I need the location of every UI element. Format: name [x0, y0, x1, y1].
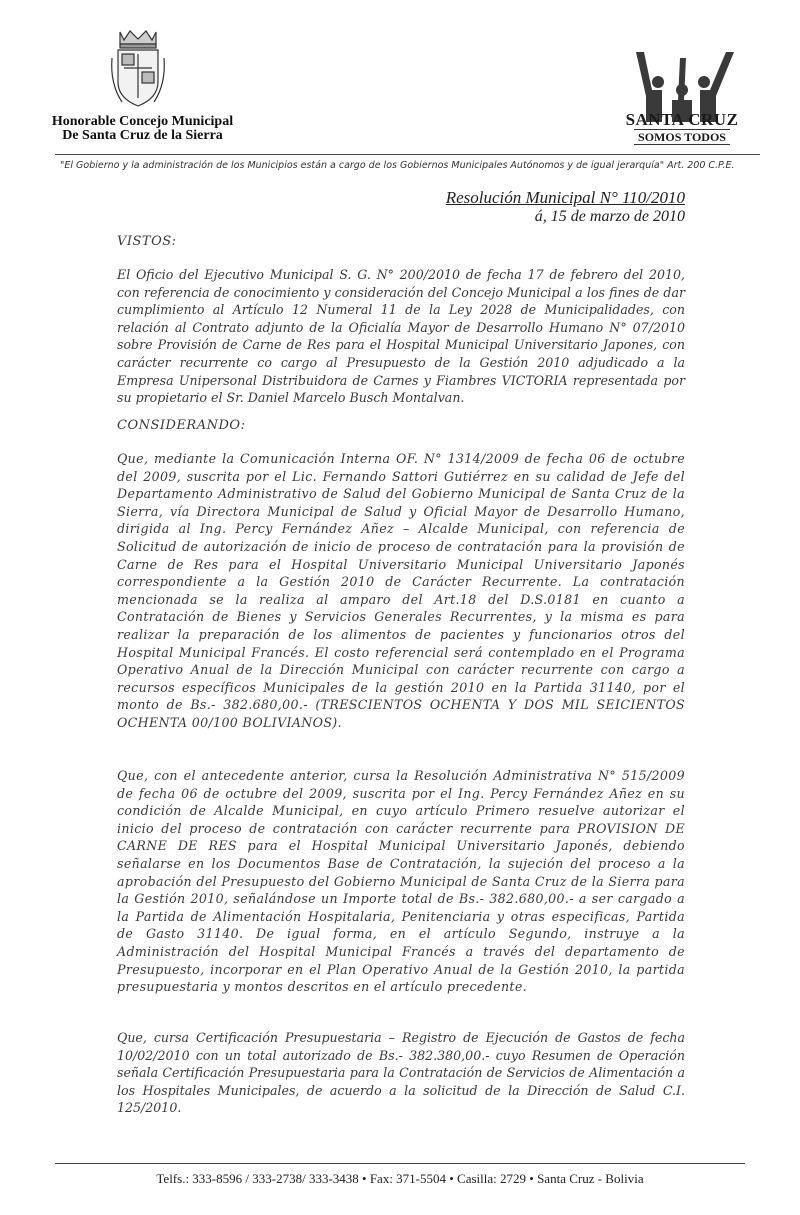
resolution-title: Resolución Municipal N° 110/2010 — [445, 188, 685, 207]
brand-name: SANTA CRUZ — [625, 110, 739, 129]
considerando-paragraph-2: Que, con el antecedente anterior, cursa la Resolución Administrativa N° 515/2009 de fecha 06 de octubre del 2009, suscrita por el Ing. Percy Fernández Añez en su condición de Alcalde Municipal, en cuyo artículo Primero resuelve autorizar el inicio del proceso de contratación con carácter recurrente para PROVISION DE CARNE DE RES para el Hospital Municipal Universitario Japonés, debiendo señalarse en los Documentos Base de Contratación, la sujeción del proceso a la aprobación del Presupuesto del Gobierno Municipal de Santa Cruz de la Sierra para la Gestión 2010, señalándose un Importe total de Bs.- 382.680,00.- a ser cargado a la Partida de Alimentación Hospitalaria, Penitenciaria y otras especificas, Partida de Gasto 31140. De igual forma, en el artículo Segundo, instruye a la Administración del Hospital Municipal Francés a través del departamento de Presupuesto, incorporar en el Plan Operativo Anual de la Gestión 2010, la partida presupuestaria y montos descritos en el artículo precedente. — [117, 768, 685, 995]
vistos-paragraph: El Oficio del Ejecutivo Municipal S. G. N° 200/2010 de fecha 17 de febrero del 2010, con referencia de conocimiento y consideración del Concejo Municipal a los fines de dar cumplimiento al Artículo 12 Numeral 11 de la Ley 2028 de Municipalidades, con relación al Contrato adjunto de la Oficialía Mayor de Desarrollo Humano N° 07/2010 sobre Provisión de Carne de Res para el Hospital Municipal Universitario Japones, con carácter recurrente co cargo al Presupuesto de la Gestión 2010 adjudicado a la Empresa Unipersonal Distribuidora de Carnes y Fiambres VICTORIA representada por su propietario el Sr. Daniel Marcelo Busch Montalvan. — [117, 267, 685, 406]
council-name-line2: De Santa Cruz de la Sierra — [62, 128, 223, 143]
brand-tagline — [612, 130, 752, 145]
considerando-paragraph-1: Que, mediante la Comunicación Interna OF. N° 1314/2009 de fecha 06 de octubre del 2009, suscrita por el Lic. Fernando Sattori Gutiérrez en su calidad de Jefe del Departamento Administrativo de Salud del Gobierno Municipal de Santa Cruz de la Sierra, vía Directora Municipal de Salud y Oficial Mayor de Desarrollo Humano, dirigida al Ing. Percy Fernández Añez – Alcalde Municipal, con referencia de Solicitud de autorización de inicio de proceso de contratación para la provisión de Carne de Res para el Hospital Universitario Municipal Universitario Japonés correspondiente a la Gestión 2010 de Carácter Recurrente. La contratación mencionada se la realiza al amparo del Art.18 del D.S.0181 en cuanto a Contratación de Bienes y Servicios Generales Recurrentes, y la misma es para realizar la preparación de los alimentos de pacientes y funcionarios otros del Hospital Municipal Francés. El costo referencial será contemplado en el Programa Operativo Anual de la Dirección Municipal con carácter recurrente con cargo a recursos específicos Municipales de la gestión 2010 en la Partida 31140, por el monto de Bs.- 382.680,00.- (TRESCIENTOS OCHENTA Y DOS MIL SEICIENTOS OCHENTA 00/100 BOLIVIANOS). — [117, 451, 685, 730]
considerando-paragraph-3: Que, cursa Certificación Presupuestaria – Registro de Ejecución de Gastos de fecha 10/02/2010 con un total autorizado de Bs.- 382.380,00.- cuyo Resumen de Operación señala Certificación Presupuestaria para la Contratación de Servicios de Alimentación a los Hospitales Municipales, de acuerdo a la solicitud de la Dirección de Salud C.I. 125/2010. — [117, 1030, 685, 1116]
constitution-quote: "El Gobierno y la administración de los Municipios están a cargo de los Gobiernos Municipales Autónomos y de igual jerarquía" Art. 200 C.P.E. — [60, 160, 735, 171]
vistos-heading: VISTOS: — [117, 234, 177, 249]
considerando-heading: CONSIDERANDO: — [117, 418, 246, 433]
brand-tagline-text: SOMOS TODOS — [634, 129, 730, 145]
footer-contact: Telfs.: 333-8596 / 333-2738/ 333-3438 • Fax: 371-5504 • Casilla: 2729 • Santa Cruz - Bolivia — [156, 1171, 644, 1186]
footer-divider — [55, 1163, 745, 1164]
resolution-date: á, 15 de marzo de 2010 — [534, 208, 685, 225]
coat-of-arms-icon — [108, 28, 168, 112]
header-divider — [55, 154, 760, 155]
council-name-line1: Honorable Concejo Municipal — [51, 114, 234, 129]
